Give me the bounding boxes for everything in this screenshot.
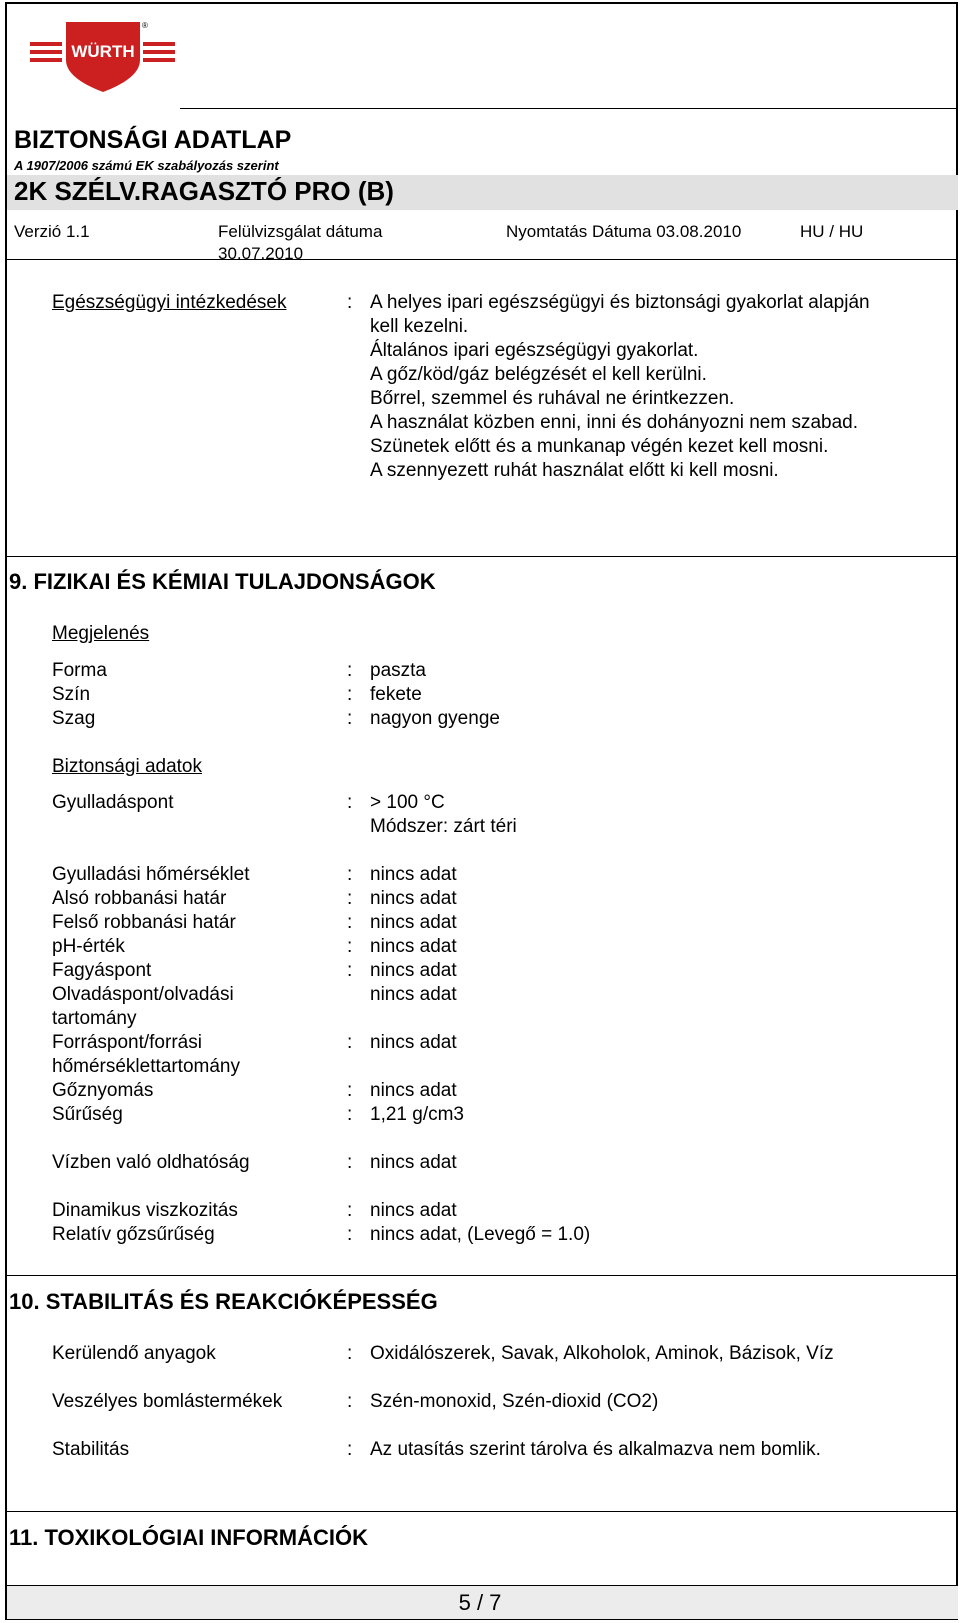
section-rule xyxy=(7,1275,958,1276)
hygiene-label: Egészségügyi intézkedések xyxy=(52,292,287,313)
product-name: 2K SZÉLV.RAGASZTÓ PRO (B) xyxy=(14,176,394,206)
revision-label: Felülvizsgálat dátuma xyxy=(218,222,383,241)
section10-title: 10. STABILITÁS ÉS REAKCIÓKÉPESSÉG xyxy=(9,1289,438,1314)
logo-text: WÜRTH xyxy=(71,42,135,61)
form-value: paszta xyxy=(370,660,426,681)
ignition-value: nincs adat xyxy=(370,864,457,885)
lel-value: nincs adat xyxy=(370,888,457,909)
stability-label: Stabilitás xyxy=(52,1439,130,1460)
boil-label: Forráspont/forrási xyxy=(52,1032,202,1053)
wurth-logo xyxy=(30,20,175,95)
appearance-heading: Megjelenés xyxy=(52,623,150,644)
decomp-label: Veszélyes bomlástermékek xyxy=(52,1391,283,1412)
hygiene-line: A használat közben enni, inni és dohányozni nem szabad. xyxy=(370,412,858,433)
version: Verzió 1.1 xyxy=(14,222,90,241)
avoid-label: Kerülendő anyagok xyxy=(52,1343,216,1364)
hygiene-line: Szünetek előtt és a munkanap végén kezet kell mosni. xyxy=(370,436,829,457)
meta-rule xyxy=(7,259,958,260)
flash-label: Gyulladáspont xyxy=(52,792,174,813)
hygiene-line: Bőrrel, szemmel és ruhával ne érintkezzen. xyxy=(370,388,735,409)
density-value: 1,21 g/cm3 xyxy=(370,1104,464,1125)
hygiene-line: Általános ipari egészségügyi gyakorlat. xyxy=(370,340,699,361)
hygiene-line: A helyes ipari egészségügyi és biztonsági gyakorlat alapján xyxy=(370,292,870,313)
ph-label: pH-érték xyxy=(52,936,125,957)
print-date: Nyomtatás Dátuma 03.08.2010 xyxy=(506,222,742,241)
doc-title: BIZTONSÁGI ADATLAP xyxy=(14,126,292,154)
hygiene-line: A gőz/köd/gáz belégzését el kell kerülni. xyxy=(370,364,707,385)
odor-value: nagyon gyenge xyxy=(370,708,500,729)
hygiene-text xyxy=(370,291,930,483)
svg-text:®: ® xyxy=(142,21,148,30)
hygiene-line: A szennyezett ruhát használat előtt ki kell mosni. xyxy=(370,460,779,481)
section9-title: 9. FIZIKAI ÉS KÉMIAI TULAJDONSÁGOK xyxy=(9,569,436,594)
lel-label: Alsó robbanási határ xyxy=(52,888,227,909)
freeze-label: Fagyáspont xyxy=(52,960,152,981)
density-label: Sűrűség xyxy=(52,1104,123,1125)
revision-date: 30.07.2010 xyxy=(218,244,304,263)
locale: HU / HU xyxy=(800,222,864,241)
safety-heading: Biztonsági adatok xyxy=(52,756,202,777)
colon: : xyxy=(347,292,353,313)
solubility-label: Vízben való oldhatóság xyxy=(52,1152,250,1173)
viscosity-value: nincs adat xyxy=(370,1200,457,1221)
form-label: Forma xyxy=(52,660,107,681)
ignition-label: Gyulladási hőmérséklet xyxy=(52,864,250,885)
decomp-value: Szén-monoxid, Szén-dioxid (CO2) xyxy=(370,1391,659,1412)
avoid-value: Oxidálószerek, Savak, Alkoholok, Aminok, Bázisok, Víz xyxy=(370,1343,834,1364)
vapordens-label: Relatív gőzsűrűség xyxy=(52,1224,215,1245)
solubility-value: nincs adat xyxy=(370,1152,457,1173)
page-number: 5 / 7 xyxy=(458,1590,502,1615)
boil-value: nincs adat xyxy=(370,1032,457,1053)
odor-label: Szag xyxy=(52,708,96,729)
boil-label-cont: hőmérséklettartomány xyxy=(52,1056,240,1077)
uel-value: nincs adat xyxy=(370,912,457,933)
color-label: Szín xyxy=(52,684,91,705)
melt-label: Olvadáspont/olvadási xyxy=(52,984,234,1005)
vapordens-value: nincs adat, (Levegő = 1.0) xyxy=(370,1224,591,1245)
vapor-label: Gőznyomás xyxy=(52,1080,154,1101)
section-rule xyxy=(7,1511,958,1512)
melt-value: nincs adat xyxy=(370,984,457,1005)
ph-value: nincs adat xyxy=(370,936,457,957)
uel-label: Felső robbanási határ xyxy=(52,912,236,933)
doc-subtitle: A 1907/2006 számú EK szabályozás szerint xyxy=(14,158,279,173)
header-rule xyxy=(180,108,958,109)
stability-value: Az utasítás szerint tárolva és alkalmazva nem bomlik. xyxy=(370,1439,821,1460)
flash-value: > 100 °C xyxy=(370,792,445,813)
flash-method: Módszer: zárt téri xyxy=(370,816,517,837)
viscosity-label: Dinamikus viszkozitás xyxy=(52,1200,238,1221)
vapor-value: nincs adat xyxy=(370,1080,457,1101)
melt-label-cont: tartomány xyxy=(52,1008,137,1029)
section11-title: 11. TOXIKOLÓGIAI INFORMÁCIÓK xyxy=(9,1525,368,1550)
section-rule xyxy=(7,556,958,557)
color-value: fekete xyxy=(370,684,422,705)
hygiene-line: kell kezelni. xyxy=(370,316,469,337)
freeze-value: nincs adat xyxy=(370,960,457,981)
